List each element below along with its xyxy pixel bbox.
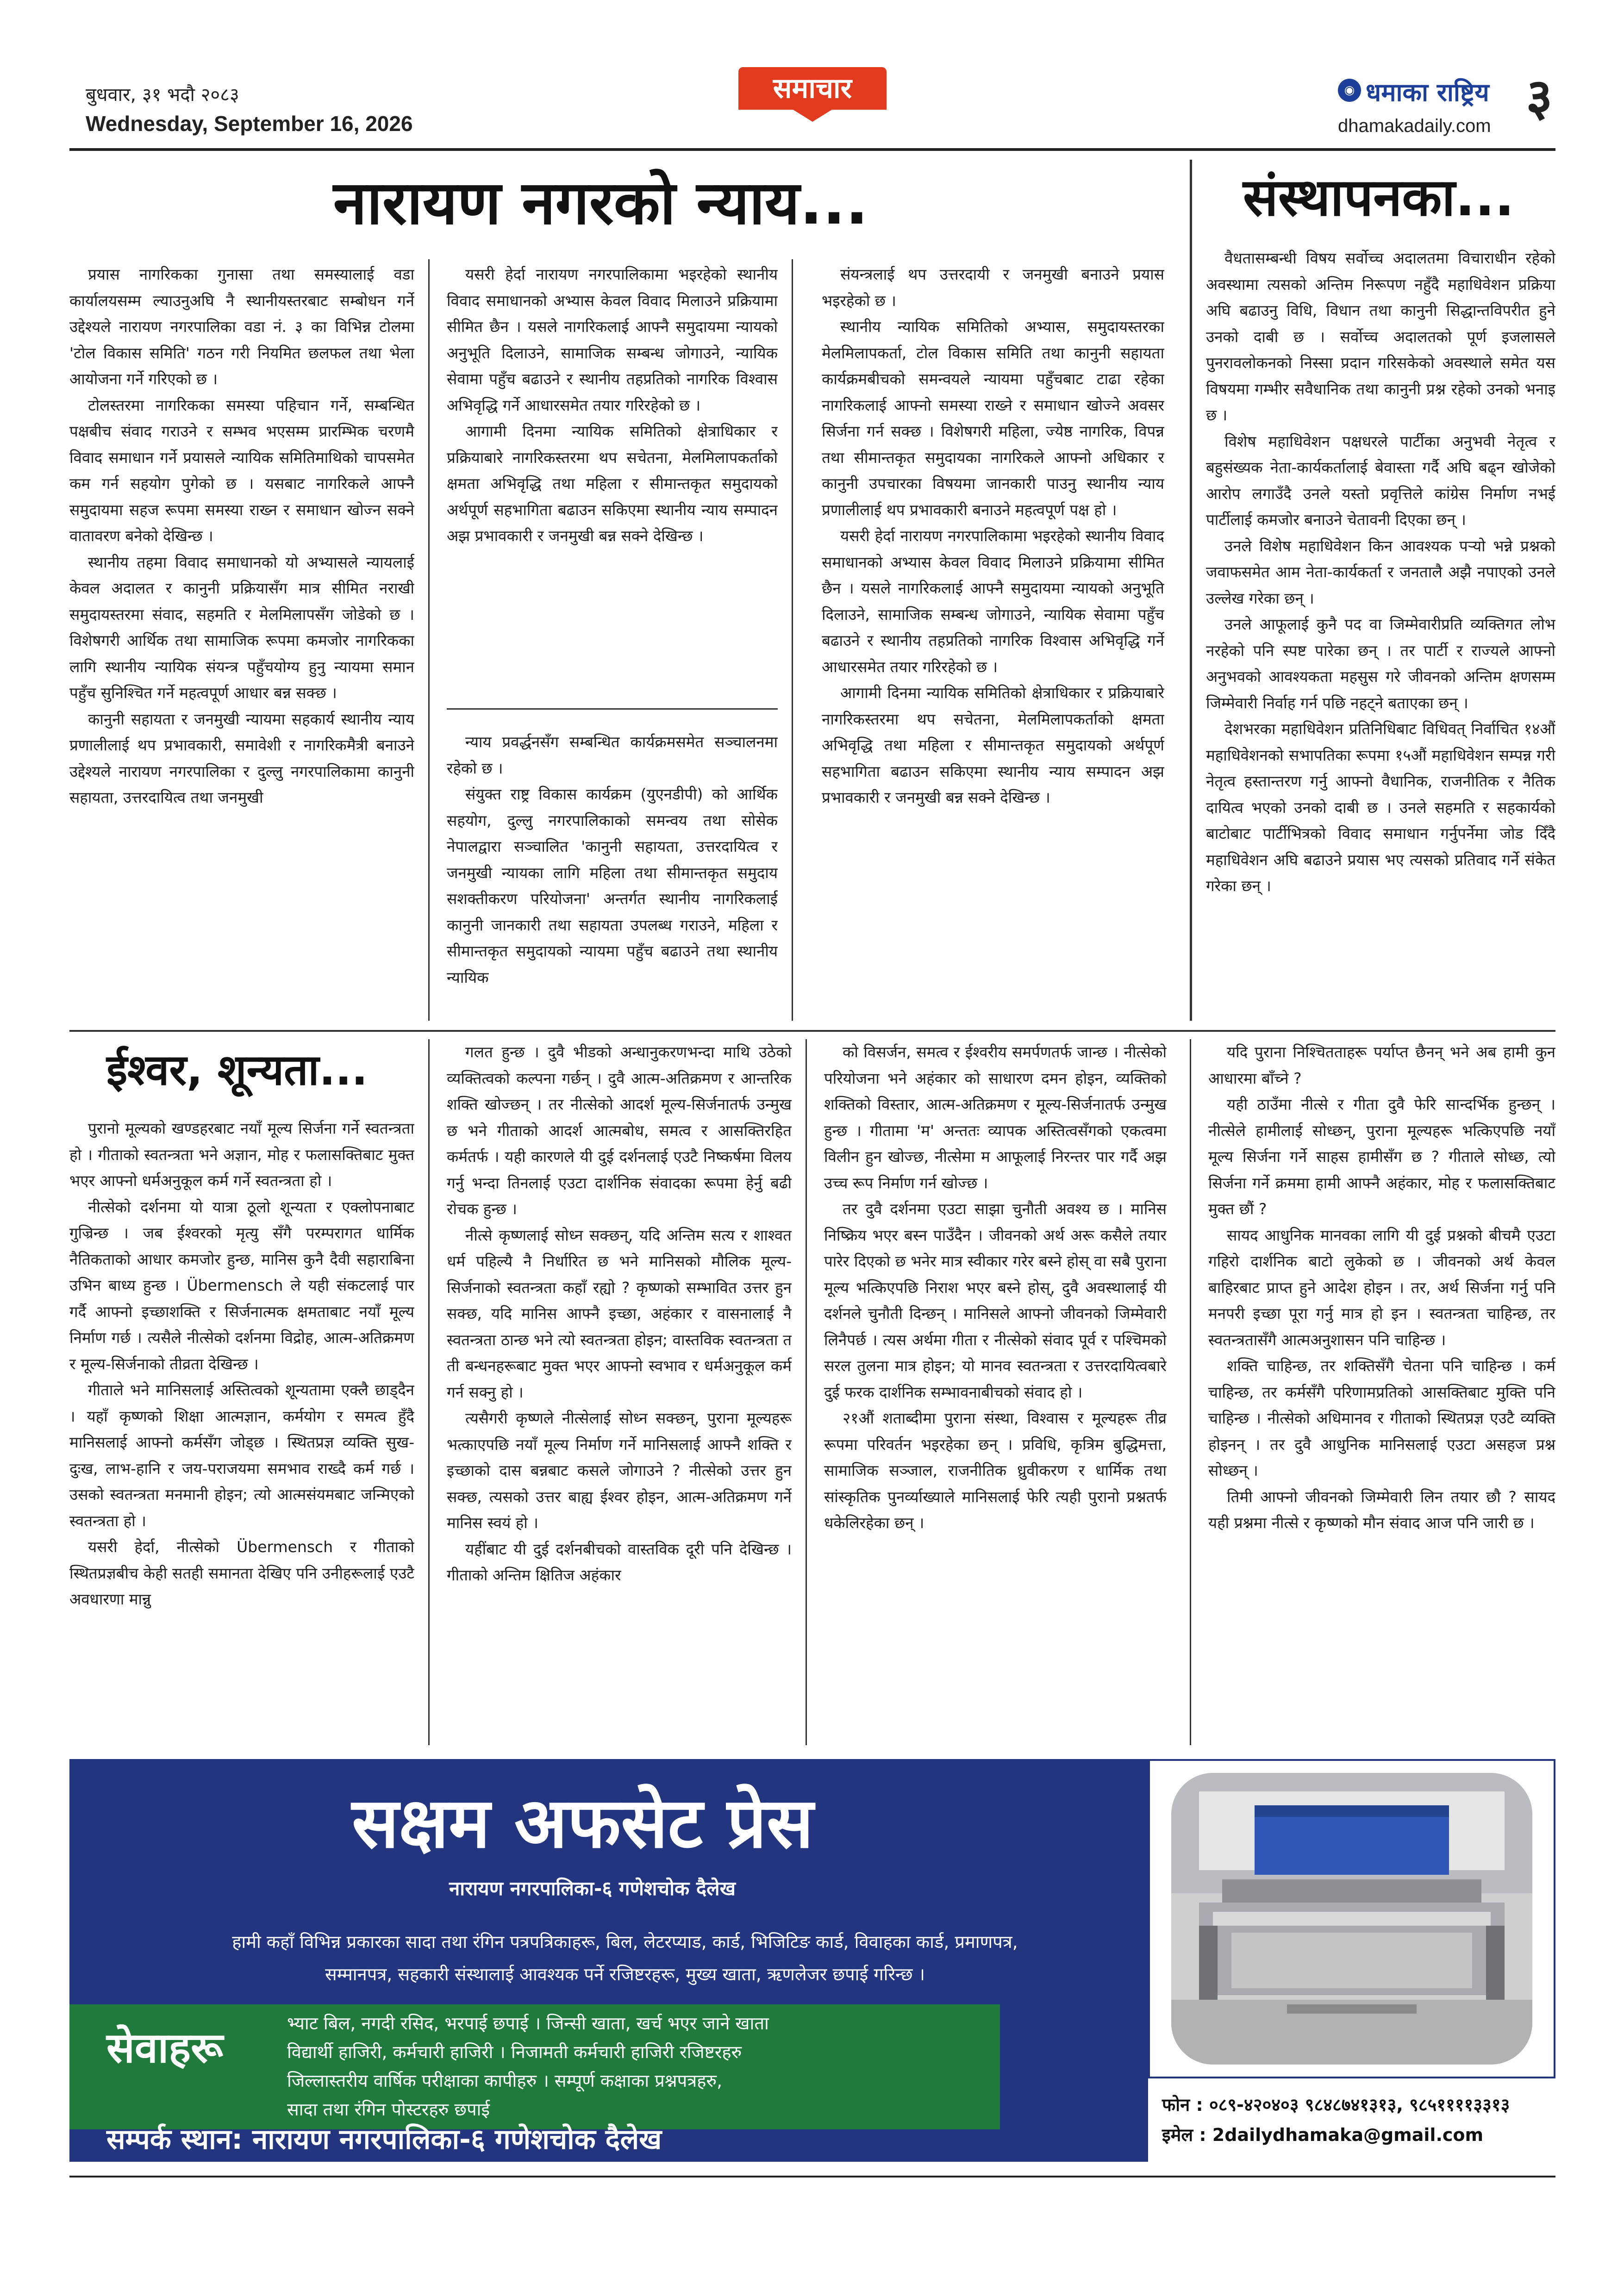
article3-column-3 [824,1039,1167,1745]
paragraph: यहींबाट यी दुई दर्शनबीचको वास्तविक दूरी पनि देखिन्छ । गीताको अन्तिम क्षितिज अहंकार [447,1540,792,1584]
paragraph: यसरी हेर्दा, नीत्सेको Übermensch र गीताको स्थितप्रज्ञबीच केही सतही समानता देखिए पनि उनीहरूलाई एउटै अवधारणा मान्नु [69,1538,414,1608]
paragraph: पुरानो मूल्यको खण्डहरबाट नयाँ मूल्य सिर्जना गर्ने स्वतन्त्रता हो । गीताको स्वतन्त्रता भने अज्ञान, मोह र फलासक्तिबाट मुक्त भएर आफ्नो धर्मअनुकूल कर्म गर्ने स्वतन्त्रता हो । [69,1119,414,1190]
paragraph: उनले विशेष महाधिवेशन किन आवश्यक पर्‍यो भन्ने प्रश्नको जवाफसमेत आम नेता-कार्यकर्ता र जनतालै अझै नपाएको उनले उल्लेख गरेका छन् । [1206,537,1555,607]
ad-description: हामी कहाँ विभिन्न प्रकारका सादा तथा रंगिन पत्रपत्रिकाहरू, बिल, लेटरप्याड, कार्ड, भिजिटिङ कार्ड, विवाहका कार्ड, प्रमाणपत्र, सम्मानपत्र, सहकारी संस्थालाई आवश्यक पर्ने रजिष्टरहरू, मुख्य खाता, ऋणलेजर छपाई गरिन्छ । [232,1932,1018,1984]
paragraph: गीताले भने मानिसलाई अस्तित्वको शून्यतामा एक्लै छाड्दैन । यहाँ कृष्णको शिक्षा आत्मज्ञान, कर्मयोग र समत्व हुँदै मानिसलाई आफ्नो कर्मसँग जोड्छ । स्थितप्रज्ञ व्यक्ति सुख-दुःख, लाभ-हानि र जय-पराजयमा समभाव राख्दै कर्म गर्छ । उसको स्वतन्त्रता मनमानी होइन; त्यो आत्मसंयमबाट जन्मिएको स्वतन्त्रता हो । [69,1381,414,1530]
paragraph: न्याय प्रवर्द्धनसँग सम्बन्धित कार्यक्रमसमेत सञ्चालनमा रहेको छ । [447,733,778,777]
ad-email: इमेल : 2dailydhamaka@gmail.com [1162,2125,1484,2145]
paragraph: यही ठाउँमा नीत्से र गीता दुवै फेरि सान्दर्भिक हुन्छन् । नीत्सेले हामीलाई सोध्छन्, पुराना मूल्यहरू भत्किएपछि नयाँ मूल्य सिर्जना गर्ने साहस हामीसँग छ ? गीताले सोध्छ, त्यो सिर्जना गर्ने क्रममा हामी आफ्नै अहंकार, मोह र फलासक्तिबाट मुक्त छौं ? [1208,1095,1555,1218]
article1-column-3 [822,262,1164,1021]
ad-service-line: भ्याट बिल, नगदी रसिद, भरपाई छपाई । जिन्सी खाता, खर्च भएर जाने खाता [287,2013,769,2034]
article3-column-1 [69,1116,414,1745]
article1-column-1 [69,262,414,1021]
column-divider [428,259,430,1021]
ad-contact: सम्पर्क स्थान: नारायण नगरपालिका-६ गणेशचोक दैलेख [106,2123,662,2156]
ad-service-line: विद्यार्थी हाजिरी, कर्मचारी हाजिरी । निजामती कर्मचारी हाजिरी रजिष्टरहरु [287,2042,742,2062]
section-badge [738,67,887,122]
paragraph: यसरी हेर्दा नारायण नगरपालिकामा भइरहेको स्थानीय विवाद समाधानको अभ्यास केवल विवाद मिलाउने प्रक्रियामा सीमित छैन । यसले नागरिकलाई आफ्नै समुदायमा न्यायको अनुभूति दिलाउने, सामाजिक सम्बन्ध जोगाउने, न्यायिक सेवामा पहुँच बढाउने र स्थानीय तहप्रतिको नागरिक विश्वास अभिवृद्धि गर्ने आधारसमेत तयार गरिरहेको छ । [822,527,1164,676]
header-date-nepali: बुधवार, ३१ भदौ २०८३ [86,84,239,106]
paragraph: प्रयास नागरिकका गुनासा तथा समस्यालाई वडा कार्यालयसम्म ल्याउनुअघि नै स्थानीयस्तरबाट सम्बोधन गर्ने उद्देश्यले नारायण नगरपालिका वडा नं. ३ का विभिन्न टोलमा 'टोल विकास समिति' गठन गरी नियमित छलफल तथा भेला आयोजना गर्ने गरिएको छ । [69,265,414,388]
ad-service-line: जिल्लास्तरीय वार्षिक परीक्षाका कापीहरु । सम्पूर्ण कक्षाका प्रश्नपत्रहरु, [287,2071,723,2091]
header-rule [69,148,1555,151]
ad-services-list [287,2009,991,2124]
logo-url: dhamakadaily.com [1338,116,1491,136]
masthead-logo [1338,74,1505,106]
globe-icon: ◉ [1338,79,1361,102]
printing-machine-image [1171,1773,1532,2065]
paragraph: टोलस्तरमा नागरिकका समस्या पहिचान गर्ने, सम्बन्धित पक्षबीच संवाद गराउने र सम्भव भएसम्म प्रारम्भिक चरणमै विवाद समाधान गर्ने प्रयासले न्यायिक समितिमाथिको चापसमेत कम गर्न सहयोग पुगेको छ । यसबाट नागरिकले आफ्नै समुदायमा सहज रूपमा समस्या राख्न र समाधान खोज्न सक्ने वातावरण बनेको देखिन्छ । [69,396,414,545]
ad-contact-info [1148,2078,1555,2162]
article1-title: नारायण नगरको न्याय... [333,168,868,238]
logo-name: धमाका राष्ट्रिय [1366,78,1489,107]
printing-machine-illustration [1171,1773,1532,2065]
paragraph: संयन्त्रलाई थप उत्तरदायी र जनमुखी बनाउने प्रयास भइरहेको छ । [822,265,1164,310]
paragraph: आगामी दिनमा न्यायिक समितिको क्षेत्राधिकार र प्रक्रियाबारे नागरिकस्तरमा थप सचेतना, मेलमिलापकर्ताको क्षमता अभिवृद्धि तथा महिला र सीमान्तकृत समुदायको अर्थपूर्ण सहभागिता बढाउन सकिएमा स्थानीय न्याय सम्पादन अझ प्रभावकारी र जनमुखी बन्न सक्ने देखिन्छ । [822,684,1164,806]
paragraph: तर दुवै दर्शनमा एउटा साझा चुनौती अवश्य छ । मानिस निष्क्रिय भएर बस्न पाउँदैन । जीवनको अर्थ अरू कसैले तयार पारेर दिएको छ भनेर मात्र स्वीकार गरेर बस्ने होस् वा सबै पुराना मूल्य भत्किएपछि निराश भएर बस्ने होस्, दुवै अवस्थालाई यी दर्शनले चुनौती दिन्छन् । मानिसले आफ्नो जीवनको जिम्मेवारी लिनैपर्छ । त्यस अर्थमा गीता र नीत्सेको संवाद पूर्व र पश्चिमको सरल तुलना मात्र होइन; यो मानव स्वतन्त्रता र उत्तरदायित्वबारे दुई फरक दार्शनिक सम्भावनाबीचको संवाद हो । [824,1200,1167,1401]
paragraph: नीत्से कृष्णलाई सोध्न सक्छन्, यदि अन्तिम सत्य र शाश्वत धर्म पहिल्यै नै निर्धारित छ भने मानिसको मौलिक मूल्य-सिर्जनाको स्वतन्त्रता कहाँ रह्यो ? कृष्णको सम्भावित उत्तर हुन सक्छ, यदि मानिस आफ्नै इच्छा, अहंकार र वासनालाई नै स्वतन्त्रता ठान्छ भने त्यो स्वतन्त्रता होइन; वास्तविक स्वतन्त्रता त ती बन्धनहरूबाट मुक्त भएर आफ्नो स्वभाव र धर्मअनुकूल कर्म गर्न सक्नु हो । [447,1226,792,1401]
article3-column-2 [447,1039,792,1745]
paragraph: उनले आफूलाई कुनै पद वा जिम्मेवारीप्रति व्यक्तिगत लोभ नरहेको पनि स्पष्ट पारेका छन् । तर पार्टी र राज्यले आफ्नो अनुभवको आवश्यकता महसुस गरे जीवनको अन्तिम क्षणसम्म जिम्मेवारी निर्वाह गर्न पछि नहट्ने बताएका छन् । [1206,615,1555,712]
column-divider [792,259,793,1021]
paragraph: २१औं शताब्दीमा पुराना संस्था, विश्वास र मूल्यहरू तीव्र रूपमा परिवर्तन भइरहेका छन् । प्रविधि, कृत्रिम बुद्धिमत्ता, सामाजिक सञ्जाल, राजनीतिक ध्रुवीकरण र धार्मिक तथा सांस्कृतिक पुनर्व्याख्याले मानिसलाई फेरि त्यही पुरानो प्रश्नतर्फ धकेलिरहेका छन् । [824,1409,1167,1532]
section-divider [69,1030,1555,1032]
article3-column-4 [1208,1039,1555,1745]
article2-title: संस्थापनका... [1243,168,1515,228]
paragraph: स्थानीय तहमा विवाद समाधानको यो अभ्यासले न्यायलाई केवल अदालत र कानुनी प्रक्रियासँग मात्र सीमित नराखी समुदायस्तरमा संवाद, सहमति र मेलमिलापसँग जोडेको छ । विशेषगरी आर्थिक तथा सामाजिक रूपमा कमजोर नागरिकका लागि स्थानीय न्यायिक संयन्त्र पहुँचयोग्य हुनु न्यायमा समान पहुँच सुनिश्चित गर्ने महत्वपूर्ण आधार बन्न सक्छ । [69,553,414,702]
column-divider [428,1039,430,1745]
ad-address: नारायण नगरपालिका-६ गणेशचोक दैलेख [449,1877,736,1900]
paragraph: संयुक्त राष्ट्र विकास कार्यक्रम (युएनडीपी) को आर्थिक सहयोग, दुल्लु नगरपालिकाको समन्वय तथा सोसेक नेपालद्वारा सञ्चालित 'कानुनी सहायता, उत्तरदायित्व र जनमुखी न्यायका लागि महिला तथा सीमान्तकृत समुदाय सशक्तीकरण परियोजना' अन्तर्गत स्थानीय नागरिकलाई कानुनी जानकारी तथा सहायता उपलब्ध गराउने, महिला र सीमान्तकृत समुदायको न्यायमा पहुँच बढाउने तथा स्थानीय न्यायिक [447,785,778,986]
paragraph: यसरी हेर्दा नारायण नगरपालिकामा भइरहेको स्थानीय विवाद समाधानको अभ्यास केवल विवाद मिलाउने प्रक्रियामा सीमित छैन । यसले नागरिकलाई आफ्नै समुदायमा न्यायको अनुभूति दिलाउने, सामाजिक सम्बन्ध जोगाउने, न्यायिक सेवामा पहुँच बढाउने र स्थानीय तहप्रतिको नागरिक विश्वास अभिवृद्धि गर्ने आधारसमेत तयार गरिरहेको छ । [447,265,778,414]
paragraph: कानुनी सहायता र जनमुखी न्यायमा सहकार्य स्थानीय न्याय प्रणालीलाई थप प्रभावकारी, समावेशी र नागरिकमैत्री बनाउने उद्देश्यले नारायण नगरपालिका र दुल्लु नगरपालिकामा कानुनी सहायता, उत्तरदायित्व तथा जनमुखी [69,710,414,806]
article1-column-2a [447,262,778,692]
paragraph: गलत हुन्छ । दुवै भीडको अन्धानुकरणभन्दा माथि उठेको व्यक्तित्वको कल्पना गर्छन् । दुवै आत्म-अतिक्रमण र आन्तरिक शक्ति खोज्छन् । तर नीत्सेको आदर्श मूल्य-सिर्जनातर्फ उन्मुख छ भने गीताको आदर्श आत्मबोध, समत्व र आसक्तिरहित कर्मतर्फ । यही कारणले यी दुई दर्शनलाई एउटै निष्कर्षमा विलय गर्नु भन्दा तिनलाई एउटा दार्शनिक संवादका रूपमा हेर्नु बढी रोचक हुन्छ । [447,1043,792,1218]
paragraph: सायद आधुनिक मानवका लागि यी दुई प्रश्नको बीचमै एउटा गहिरो दार्शनिक बाटो लुकेको छ । जीवनको अर्थ केवल बाहिरबाट प्राप्त हुने आदेश होइन । तर, अर्थ सिर्जना गर्नु पनि मनपरी इच्छा पूरा गर्नु मात्र हो इन । स्वतन्त्रता चाहिन्छ, तर स्वतन्त्रतासँगै आत्मअनुशासन पनि चाहिन्छ । [1208,1226,1555,1349]
paragraph: स्थानीय न्यायिक समितिको अभ्यास, समुदायस्तरका मेलमिलापकर्ता, टोल विकास समिति तथा कानुनी सहायता कार्यक्रमबीचको समन्वयले न्यायमा पहुँचबाट टाढा रहेका नागरिकलाई आफ्नो समस्या राख्ने र समाधान खोज्ने अवसर सिर्जना गर्न सक्छ । विशेषगरी महिला, ज्येष्ठ नागरिक, विपन्न तथा सीमान्तकृत समुदायका नागरिकले आफ्नो अधिकार र कानुनी उपचारका विषयमा जानकारी पाउनु स्थानीय न्याय प्रणालीलाई थप प्रभावकारी बनाउने महत्वपूर्ण पक्ष हो । [822,318,1164,519]
paragraph: देशभरका महाधिवेशन प्रतिनिधिबाट विधिवत् निर्वाचित १४औं महाधिवेशनको सभापतिका रूपमा १५औं महाधिवेशन सम्पन्न गरी नेतृत्व हस्तान्तरण गर्नु आफ्नो वैधानिक, राजनीतिक र नैतिक दायित्व भएको उनको दाबी छ । उनले सहमति र सहकार्यको बाटोबाट पार्टीभित्रको विवाद समाधान गर्नुपर्नेमा जोड दिँदै महाधिवेशन अघि बढाउने प्रयास भए त्यसको प्रतिवाद गर्ने संकेत गरेका छन् । [1206,720,1555,895]
section-badge-tip [792,109,833,122]
article3-title: ईश्वर, शून्यता... [106,1045,368,1095]
header-date-english: Wednesday, September 16, 2026 [86,112,413,136]
paragraph: यदि पुराना निश्चितताहरू पर्याप्त छैनन् भने अब हामी कुन आधारमा बाँच्ने ? [1208,1043,1555,1087]
paragraph: तिमी आफ्नो जीवनको जिम्मेवारी लिन तयार छौ ? सायद यही प्रश्नमा नीत्से र कृष्णको मौन संवाद आज पनि जारी छ । [1208,1487,1555,1532]
paragraph: विशेष महाधिवेशन पक्षधरले पार्टीका अनुभवी नेतृत्व र बहुसंख्यक नेता-कार्यकर्तालाई बेवास्ता गर्दै अघि बढ्न खोजेको आरोप लगाउँदै उनले यस्तो प्रवृत्तिले कांग्रेस निर्माण नभई पार्टीलाई कमजोर बनाउने चेतावनी दिएका छन् । [1206,432,1555,529]
page-number: ३ [1526,68,1553,127]
article2-column [1206,245,1555,1021]
column-divider [806,1039,807,1745]
column-divider [1190,1039,1191,1745]
section-label: समाचार [738,67,887,110]
paragraph: त्यसैगरी कृष्णले नीत्सेलाई सोध्न सक्छन्, पुराना मूल्यहरू भत्काएपछि नयाँ मूल्य निर्माण गर्ने मानिसलाई आफ्नै शक्ति र इच्छाको दास बन्नबाट कसले जोगाउने ? नीत्सेको उत्तर हुन सक्छ, त्यसको उत्तर बाह्य ईश्वर होइन, आत्म-अतिक्रमण गर्ने मानिस स्वयं हो । [447,1409,792,1532]
paragraph: शक्ति चाहिन्छ, तर शक्तिसँगै चेतना पनि चाहिन्छ । कर्म चाहिन्छ, तर कर्मसँगै परिणामप्रतिको आसक्तिबाट मुक्ति पनि चाहिन्छ । नीत्सेको अधिमानव र गीताको स्थितप्रज्ञ एउटै व्यक्ति होइनन् । तर दुवै आधुनिक मानिसलाई एउटा असहज प्रश्न सोध्छन् । [1208,1357,1555,1479]
article-divider [1190,160,1192,1021]
paragraph: आगामी दिनमा न्यायिक समितिको क्षेत्राधिकार र प्रक्रियाबारे नागरिकस्तरमा थप सचेतना, मेलमिलापकर्ताको क्षमता अभिवृद्धि तथा महिला र सीमान्तकृत समुदायको अर्थपूर्ण सहभागिता बढाउन सकिएमा स्थानीय न्याय सम्पादन अझ प्रभावकारी र जनमुखी बन्न सक्ने देखिन्छ । [447,422,778,545]
ad-phone: फोन : ०८९-४२०४०३ ९८४८७४१३१३, ९८५११११३३१३ [1162,2095,1510,2115]
footer-rule [69,2176,1555,2177]
paragraph: वैधतासम्बन्धी विषय सर्वोच्च अदालतमा विचाराधीन रहेको अवस्थामा त्यसको अन्तिम निरूपण नहुँदै महाधिवेशन प्रक्रिया अघि बढाउनु विधि, विधान तथा कानुनी सिद्धान्तविपरीत हुने उनको दाबी छ । सर्वोच्च अदालतको पूर्ण इजलासले पुनरावलोकनको निस्सा प्रदान गरिसकेको अवस्थाले समेत यस विषयमा गम्भीर सवैधानिक तथा कानुनी प्रश्न रहेको उनको भनाइ छ । [1206,249,1555,424]
paragraph: को विसर्जन, समत्व र ईश्वरीय समर्पणतर्फ जान्छ । नीत्सेको परियोजना भने अहंकार को साधारण दमन होइन, व्यक्तिको शक्तिको विस्तार, आत्म-अतिक्रमण र मूल्य-सिर्जनातर्फ उन्मुख हुन्छ । गीतामा 'म' अन्ततः व्यापक अस्तित्वसँगको एकत्वमा विलीन हुन खोज्छ, नीत्सेमा म आफूलाई निरन्तर पार गर्दै अझ उच्च रूप निर्माण गर्न खोज्छ । [824,1043,1167,1192]
ad-title: सक्षम अफसेट प्रेस [352,1783,814,1864]
article1-column-2b [447,729,778,1021]
paragraph: नीत्सेको दर्शनमा यो यात्रा ठूलो शून्यता र एक्लोपनाबाट गुज्रिन्छ । जब ईश्वरको मृत्यु सँगै परम्परागत धार्मिक नैतिकताको आधार कमजोर हुन्छ, मानिस कुनै दैवी सहाराबिना उभिन बाध्य हुन्छ । Übermensch ले यही संकटलाई पार गर्दै आफ्नो इच्छाशक्ति र सिर्जनात्मक क्षमताबाट नयाँ मूल्य निर्माण गर्छ । त्यसैले नीत्सेको दर्शनमा विद्रोह, आत्म-अतिक्रमण र मूल्य-सिर्जनाको तीव्रता देखिन्छ । [69,1198,414,1373]
section-divider [447,708,778,710]
ad-service-line: सादा तथा रंगिन पोस्टरहरु छपाई [287,2099,490,2120]
press-advertisement [69,1759,1555,2162]
ad-services-label: सेवाहरू [106,2024,223,2072]
